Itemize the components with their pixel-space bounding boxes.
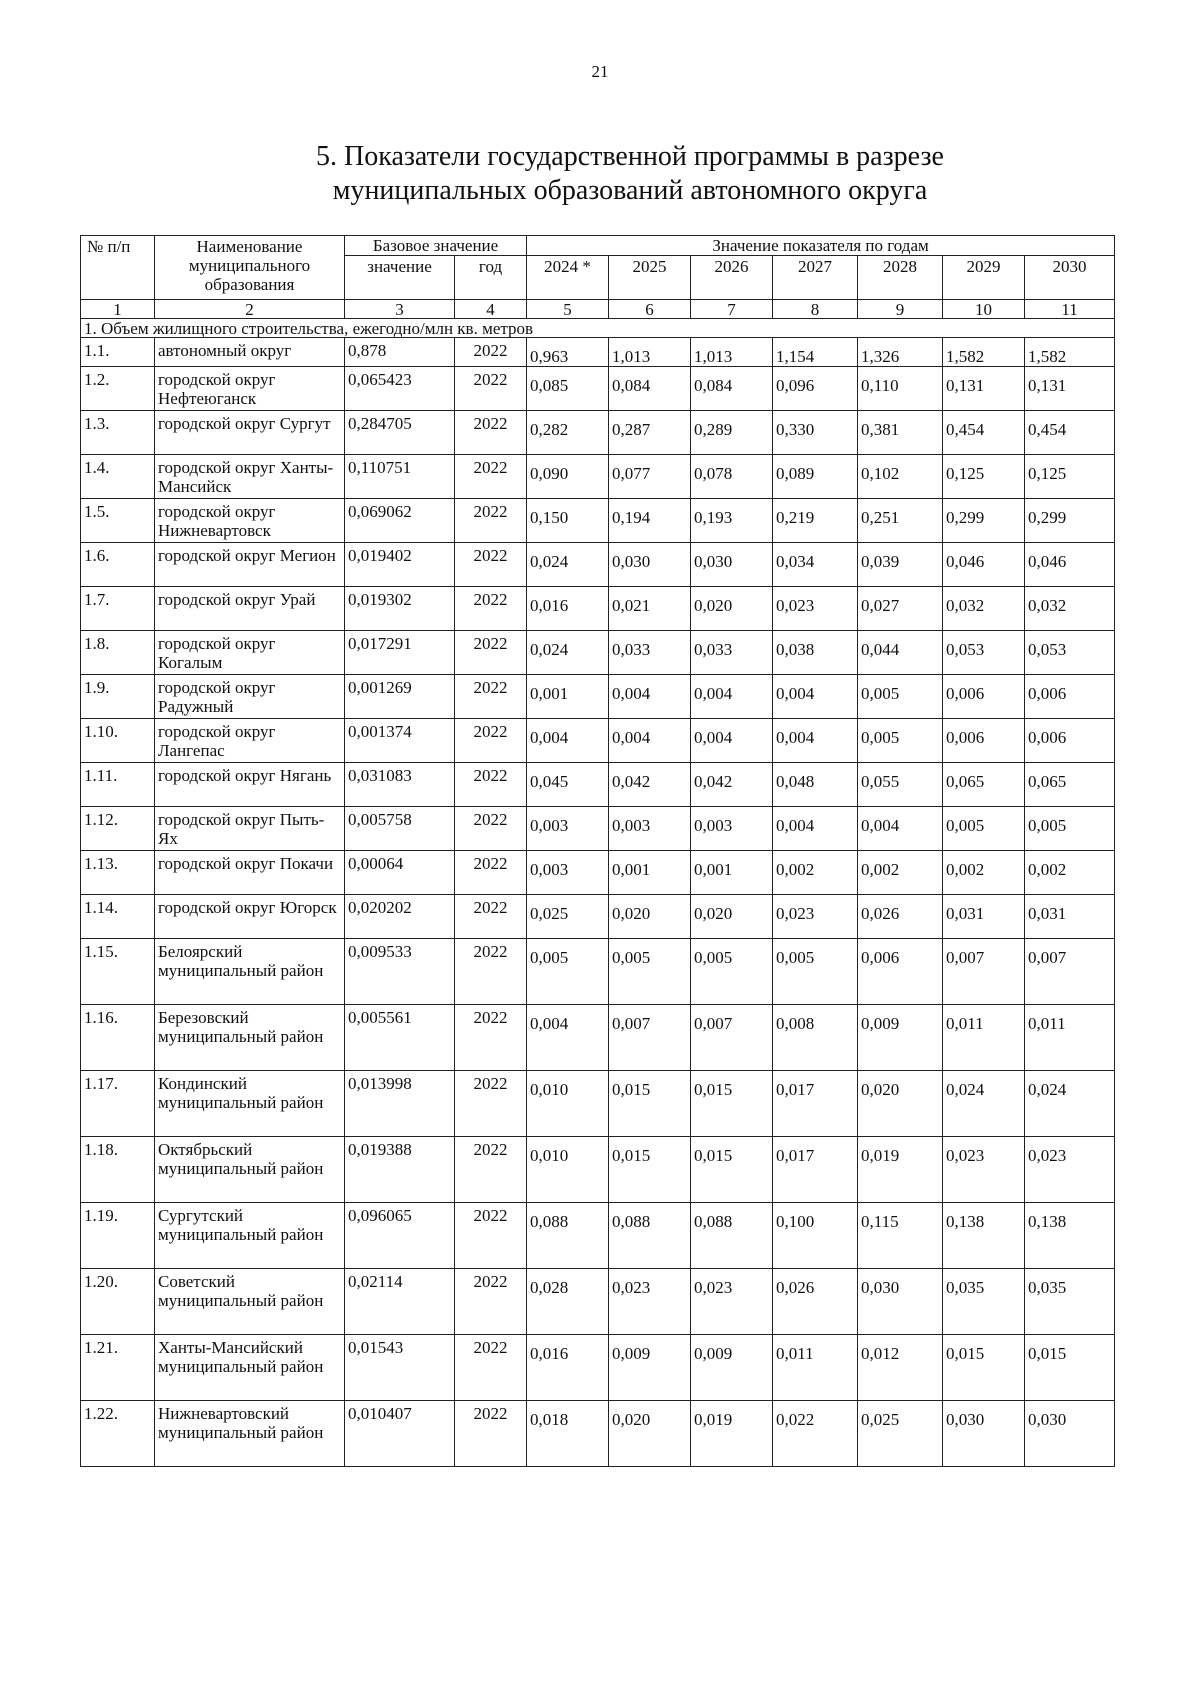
table-row — [81, 719, 1115, 763]
year-value: 0,017 — [773, 1137, 858, 1203]
table-row — [81, 1335, 1115, 1401]
year-value: 0,025 — [858, 1401, 943, 1467]
row-number: 1.2. — [81, 367, 155, 411]
year-value: 0,011 — [773, 1335, 858, 1401]
header-num: № п/п — [81, 236, 155, 300]
year-value: 0,012 — [858, 1335, 943, 1401]
table-row — [81, 411, 1115, 455]
year-value: 0,007 — [609, 1005, 691, 1071]
table-row — [81, 763, 1115, 807]
year-value: 0,330 — [773, 411, 858, 455]
base-year: 2022 — [455, 807, 527, 851]
base-year: 2022 — [455, 719, 527, 763]
municipality-name: городской округ Нефтеюганск — [155, 367, 345, 411]
year-value: 0,088 — [609, 1203, 691, 1269]
base-year: 2022 — [455, 1203, 527, 1269]
year-value: 0,004 — [609, 675, 691, 719]
year-value: 0,005 — [1025, 807, 1115, 851]
base-year: 2022 — [455, 499, 527, 543]
year-value: 0,020 — [691, 587, 773, 631]
year-value: 0,089 — [773, 455, 858, 499]
year-value: 0,024 — [1025, 1071, 1115, 1137]
header-row-1 — [81, 236, 1115, 256]
year-value: 0,299 — [943, 499, 1025, 543]
year-value: 0,005 — [773, 939, 858, 1005]
year-value: 0,048 — [773, 763, 858, 807]
year-value: 0,004 — [773, 719, 858, 763]
year-value: 0,035 — [1025, 1269, 1115, 1335]
base-year: 2022 — [455, 338, 527, 367]
year-value: 0,030 — [1025, 1401, 1115, 1467]
base-value: 0,019302 — [345, 587, 455, 631]
year-value: 0,017 — [773, 1071, 858, 1137]
year-value: 0,033 — [609, 631, 691, 675]
title-line-2: муниципальных образований автономного округа — [332, 175, 928, 206]
year-value: 0,084 — [609, 367, 691, 411]
year-value: 0,131 — [1025, 367, 1115, 411]
year-value: 0,138 — [1025, 1203, 1115, 1269]
year-value: 0,299 — [1025, 499, 1115, 543]
year-value: 0,001 — [609, 851, 691, 895]
base-value: 0,013998 — [345, 1071, 455, 1137]
year-value: 0,251 — [858, 499, 943, 543]
header-year: 2026 — [691, 256, 773, 300]
table-row — [81, 543, 1115, 587]
year-value: 0,003 — [527, 851, 609, 895]
year-value: 0,131 — [943, 367, 1025, 411]
year-value: 0,046 — [943, 543, 1025, 587]
year-value: 0,044 — [858, 631, 943, 675]
year-value: 0,038 — [773, 631, 858, 675]
year-value: 0,024 — [943, 1071, 1025, 1137]
table-row — [81, 587, 1115, 631]
year-value: 0,020 — [858, 1071, 943, 1137]
base-year: 2022 — [455, 1005, 527, 1071]
year-value: 0,009 — [609, 1335, 691, 1401]
year-value: 0,138 — [943, 1203, 1025, 1269]
year-value: 0,022 — [773, 1401, 858, 1467]
year-value: 0,287 — [609, 411, 691, 455]
year-value: 0,084 — [691, 367, 773, 411]
row-number: 1.12. — [81, 807, 155, 851]
base-year: 2022 — [455, 1269, 527, 1335]
year-value: 0,005 — [858, 675, 943, 719]
table-row — [81, 367, 1115, 411]
year-value: 0,085 — [527, 367, 609, 411]
table-row — [81, 1203, 1115, 1269]
year-value: 0,045 — [527, 763, 609, 807]
column-number: 5 — [527, 300, 609, 319]
year-value: 0,125 — [1025, 455, 1115, 499]
year-value: 0,088 — [691, 1203, 773, 1269]
year-value: 0,007 — [1025, 939, 1115, 1005]
year-value: 0,004 — [527, 1005, 609, 1071]
year-value: 0,289 — [691, 411, 773, 455]
row-number: 1.18. — [81, 1137, 155, 1203]
year-value: 0,019 — [691, 1401, 773, 1467]
table-row — [81, 1137, 1115, 1203]
base-year: 2022 — [455, 543, 527, 587]
year-value: 0,027 — [858, 587, 943, 631]
year-value: 0,194 — [609, 499, 691, 543]
year-value: 0,005 — [609, 939, 691, 1005]
row-number: 1.11. — [81, 763, 155, 807]
row-number: 1.21. — [81, 1335, 155, 1401]
year-value: 0,025 — [527, 895, 609, 939]
year-value: 0,065 — [1025, 763, 1115, 807]
column-number: 4 — [455, 300, 527, 319]
year-value: 0,009 — [858, 1005, 943, 1071]
year-value: 0,011 — [1025, 1005, 1115, 1071]
year-value: 0,004 — [609, 719, 691, 763]
base-year: 2022 — [455, 763, 527, 807]
base-value: 0,00064 — [345, 851, 455, 895]
column-number: 10 — [943, 300, 1025, 319]
year-value: 0,020 — [691, 895, 773, 939]
year-value: 0,005 — [691, 939, 773, 1005]
base-value: 0,019388 — [345, 1137, 455, 1203]
base-year: 2022 — [455, 675, 527, 719]
year-value: 1,013 — [691, 338, 773, 367]
table-row — [81, 939, 1115, 1005]
municipality-name: Березовский муниципальный район — [155, 1005, 345, 1071]
indicators-table — [80, 235, 1115, 1467]
year-value: 0,030 — [943, 1401, 1025, 1467]
year-value: 0,001 — [691, 851, 773, 895]
year-value: 0,026 — [773, 1269, 858, 1335]
base-value: 0,010407 — [345, 1401, 455, 1467]
table-row — [81, 499, 1115, 543]
municipality-name: городской округ Радужный — [155, 675, 345, 719]
year-value: 0,454 — [1025, 411, 1115, 455]
row-number: 1.13. — [81, 851, 155, 895]
municipality-name: автономный округ — [155, 338, 345, 367]
municipality-name: городской округ Пыть-Ях — [155, 807, 345, 851]
year-value: 0,193 — [691, 499, 773, 543]
year-value: 0,030 — [691, 543, 773, 587]
municipality-name: городской округ Мегион — [155, 543, 345, 587]
year-value: 0,077 — [609, 455, 691, 499]
year-value: 0,015 — [609, 1071, 691, 1137]
page-number: 21 — [591, 62, 609, 81]
base-value: 0,01543 — [345, 1335, 455, 1401]
year-value: 0,023 — [1025, 1137, 1115, 1203]
base-value: 0,065423 — [345, 367, 455, 411]
table-row — [81, 1071, 1115, 1137]
column-number: 2 — [155, 300, 345, 319]
year-value: 0,003 — [527, 807, 609, 851]
row-number: 1.14. — [81, 895, 155, 939]
year-value: 0,020 — [609, 1401, 691, 1467]
municipality-name: городской округ Ханты-Мансийск — [155, 455, 345, 499]
year-value: 0,023 — [609, 1269, 691, 1335]
year-value: 0,011 — [943, 1005, 1025, 1071]
base-value: 0,02114 — [345, 1269, 455, 1335]
municipality-name: Сургутский муниципальный район — [155, 1203, 345, 1269]
municipality-name: Октябрьский муниципальный район — [155, 1137, 345, 1203]
year-value: 0,033 — [691, 631, 773, 675]
column-number: 1 — [81, 300, 155, 319]
column-number: 6 — [609, 300, 691, 319]
year-value: 0,004 — [691, 675, 773, 719]
year-value: 0,015 — [1025, 1335, 1115, 1401]
row-number: 1.22. — [81, 1401, 155, 1467]
year-value: 0,002 — [773, 851, 858, 895]
year-value: 0,001 — [527, 675, 609, 719]
header-year: 2030 — [1025, 256, 1115, 300]
year-value: 0,004 — [691, 719, 773, 763]
municipality-name: городской округ Лангепас — [155, 719, 345, 763]
base-year: 2022 — [455, 455, 527, 499]
municipality-name: городской округ Покачи — [155, 851, 345, 895]
municipality-name: Белоярский муниципальный район — [155, 939, 345, 1005]
year-value: 0,003 — [691, 807, 773, 851]
header-year: 2027 — [773, 256, 858, 300]
year-value: 0,150 — [527, 499, 609, 543]
year-value: 0,024 — [527, 543, 609, 587]
year-value: 1,582 — [1025, 338, 1115, 367]
municipality-name: Советский муниципальный район — [155, 1269, 345, 1335]
year-value: 0,032 — [1025, 587, 1115, 631]
year-value: 0,005 — [858, 719, 943, 763]
base-value: 0,020202 — [345, 895, 455, 939]
year-value: 0,016 — [527, 1335, 609, 1401]
base-value: 0,019402 — [345, 543, 455, 587]
year-value: 0,008 — [773, 1005, 858, 1071]
base-year: 2022 — [455, 631, 527, 675]
year-value: 0,006 — [943, 719, 1025, 763]
header-by-years: Значение показателя по годам — [527, 236, 1115, 256]
table-row — [81, 807, 1115, 851]
column-number: 3 — [345, 300, 455, 319]
year-value: 1,154 — [773, 338, 858, 367]
year-value: 0,019 — [858, 1137, 943, 1203]
municipality-name: городской округ Урай — [155, 587, 345, 631]
column-number-row — [81, 300, 1115, 319]
header-base-value: значение — [345, 256, 455, 300]
row-number: 1.9. — [81, 675, 155, 719]
base-value: 0,031083 — [345, 763, 455, 807]
year-value: 1,326 — [858, 338, 943, 367]
year-value: 0,004 — [527, 719, 609, 763]
row-number: 1.4. — [81, 455, 155, 499]
year-value: 0,015 — [691, 1137, 773, 1203]
year-value: 0,115 — [858, 1203, 943, 1269]
year-value: 0,030 — [609, 543, 691, 587]
row-number: 1.7. — [81, 587, 155, 631]
municipality-name: городской округ Нижневартовск — [155, 499, 345, 543]
row-number: 1.3. — [81, 411, 155, 455]
year-value: 0,006 — [943, 675, 1025, 719]
row-number: 1.19. — [81, 1203, 155, 1269]
header-base-year: год — [455, 256, 527, 300]
row-number: 1.16. — [81, 1005, 155, 1071]
header-year: 2028 — [858, 256, 943, 300]
year-value: 0,042 — [691, 763, 773, 807]
year-value: 0,005 — [527, 939, 609, 1005]
year-value: 0,006 — [858, 939, 943, 1005]
column-number: 9 — [858, 300, 943, 319]
year-value: 0,004 — [773, 807, 858, 851]
year-value: 0,034 — [773, 543, 858, 587]
table-row — [81, 675, 1115, 719]
year-value: 1,013 — [609, 338, 691, 367]
base-value: 0,069062 — [345, 499, 455, 543]
base-year: 2022 — [455, 1335, 527, 1401]
table-row — [81, 455, 1115, 499]
year-value: 0,006 — [1025, 719, 1115, 763]
table-row — [81, 338, 1115, 367]
table-row — [81, 851, 1115, 895]
row-number: 1.6. — [81, 543, 155, 587]
table-row — [81, 1269, 1115, 1335]
year-value: 0,219 — [773, 499, 858, 543]
header-year: 2024 * — [527, 256, 609, 300]
row-number: 1.1. — [81, 338, 155, 367]
year-value: 0,002 — [1025, 851, 1115, 895]
row-number: 1.8. — [81, 631, 155, 675]
year-value: 0,125 — [943, 455, 1025, 499]
year-value: 0,023 — [691, 1269, 773, 1335]
title-line-1: 5. Показатели государственной программы в разрезе — [316, 141, 944, 172]
year-value: 0,042 — [609, 763, 691, 807]
year-value: 0,015 — [691, 1071, 773, 1137]
year-value: 0,381 — [858, 411, 943, 455]
year-value: 0,454 — [943, 411, 1025, 455]
year-value: 0,010 — [527, 1071, 609, 1137]
base-value: 0,110751 — [345, 455, 455, 499]
year-value: 0,002 — [943, 851, 1025, 895]
row-number: 1.5. — [81, 499, 155, 543]
base-value: 0,001374 — [345, 719, 455, 763]
year-value: 1,582 — [943, 338, 1025, 367]
base-year: 2022 — [455, 1401, 527, 1467]
year-value: 0,023 — [773, 895, 858, 939]
municipality-name: городской округ Сургут — [155, 411, 345, 455]
base-value: 0,005758 — [345, 807, 455, 851]
row-number: 1.15. — [81, 939, 155, 1005]
header-year: 2025 — [609, 256, 691, 300]
base-year: 2022 — [455, 851, 527, 895]
year-value: 0,032 — [943, 587, 1025, 631]
year-value: 0,031 — [1025, 895, 1115, 939]
base-value: 0,878 — [345, 338, 455, 367]
year-value: 0,003 — [609, 807, 691, 851]
base-value: 0,096065 — [345, 1203, 455, 1269]
base-year: 2022 — [455, 411, 527, 455]
year-value: 0,026 — [858, 895, 943, 939]
year-value: 0,031 — [943, 895, 1025, 939]
year-value: 0,088 — [527, 1203, 609, 1269]
table-row — [81, 1401, 1115, 1467]
year-value: 0,023 — [943, 1137, 1025, 1203]
year-value: 0,024 — [527, 631, 609, 675]
section-row — [81, 319, 1115, 338]
municipality-name: Нижневартовский муниципальный район — [155, 1401, 345, 1467]
year-value: 0,002 — [858, 851, 943, 895]
year-value: 0,020 — [609, 895, 691, 939]
year-value: 0,035 — [943, 1269, 1025, 1335]
header-base: Базовое значение — [345, 236, 527, 256]
year-value: 0,100 — [773, 1203, 858, 1269]
year-value: 0,028 — [527, 1269, 609, 1335]
year-value: 0,053 — [943, 631, 1025, 675]
year-value: 0,110 — [858, 367, 943, 411]
municipality-name: Кондинский муниципальный район — [155, 1071, 345, 1137]
year-value: 0,009 — [691, 1335, 773, 1401]
header-name: Наименование муниципального образования — [155, 236, 345, 300]
base-value: 0,284705 — [345, 411, 455, 455]
base-year: 2022 — [455, 895, 527, 939]
table-row — [81, 631, 1115, 675]
year-value: 0,021 — [609, 587, 691, 631]
year-value: 0,096 — [773, 367, 858, 411]
base-value: 0,017291 — [345, 631, 455, 675]
year-value: 0,039 — [858, 543, 943, 587]
column-number: 8 — [773, 300, 858, 319]
column-number: 7 — [691, 300, 773, 319]
year-value: 0,010 — [527, 1137, 609, 1203]
year-value: 0,007 — [943, 939, 1025, 1005]
base-value: 0,001269 — [345, 675, 455, 719]
year-value: 0,004 — [858, 807, 943, 851]
year-value: 0,046 — [1025, 543, 1115, 587]
base-value: 0,005561 — [345, 1005, 455, 1071]
municipality-name: городской округ Когалым — [155, 631, 345, 675]
column-number: 11 — [1025, 300, 1115, 319]
base-year: 2022 — [455, 1137, 527, 1203]
table-row — [81, 1005, 1115, 1071]
year-value: 0,065 — [943, 763, 1025, 807]
year-value: 0,023 — [773, 587, 858, 631]
municipality-name: Ханты-Мансийский муниципальный район — [155, 1335, 345, 1401]
year-value: 0,018 — [527, 1401, 609, 1467]
base-year: 2022 — [455, 587, 527, 631]
year-value: 0,030 — [858, 1269, 943, 1335]
year-value: 0,005 — [943, 807, 1025, 851]
year-value: 0,015 — [609, 1137, 691, 1203]
year-value: 0,015 — [943, 1335, 1025, 1401]
year-value: 0,282 — [527, 411, 609, 455]
table-row — [81, 895, 1115, 939]
base-year: 2022 — [455, 1071, 527, 1137]
year-value: 0,963 — [527, 338, 609, 367]
header-year: 2029 — [943, 256, 1025, 300]
page-title — [240, 140, 1020, 208]
base-year: 2022 — [455, 939, 527, 1005]
year-value: 0,004 — [773, 675, 858, 719]
row-number: 1.17. — [81, 1071, 155, 1137]
year-value: 0,006 — [1025, 675, 1115, 719]
year-value: 0,007 — [691, 1005, 773, 1071]
year-value: 0,102 — [858, 455, 943, 499]
year-value: 0,078 — [691, 455, 773, 499]
base-value: 0,009533 — [345, 939, 455, 1005]
municipality-name: городской округ Нягань — [155, 763, 345, 807]
year-value: 0,055 — [858, 763, 943, 807]
row-number: 1.20. — [81, 1269, 155, 1335]
year-value: 0,053 — [1025, 631, 1115, 675]
section-title: 1. Объем жилищного строительства, ежегодно/млн кв. метров — [81, 319, 1115, 338]
base-year: 2022 — [455, 367, 527, 411]
year-value: 0,016 — [527, 587, 609, 631]
row-number: 1.10. — [81, 719, 155, 763]
municipality-name: городской округ Югорск — [155, 895, 345, 939]
year-value: 0,090 — [527, 455, 609, 499]
